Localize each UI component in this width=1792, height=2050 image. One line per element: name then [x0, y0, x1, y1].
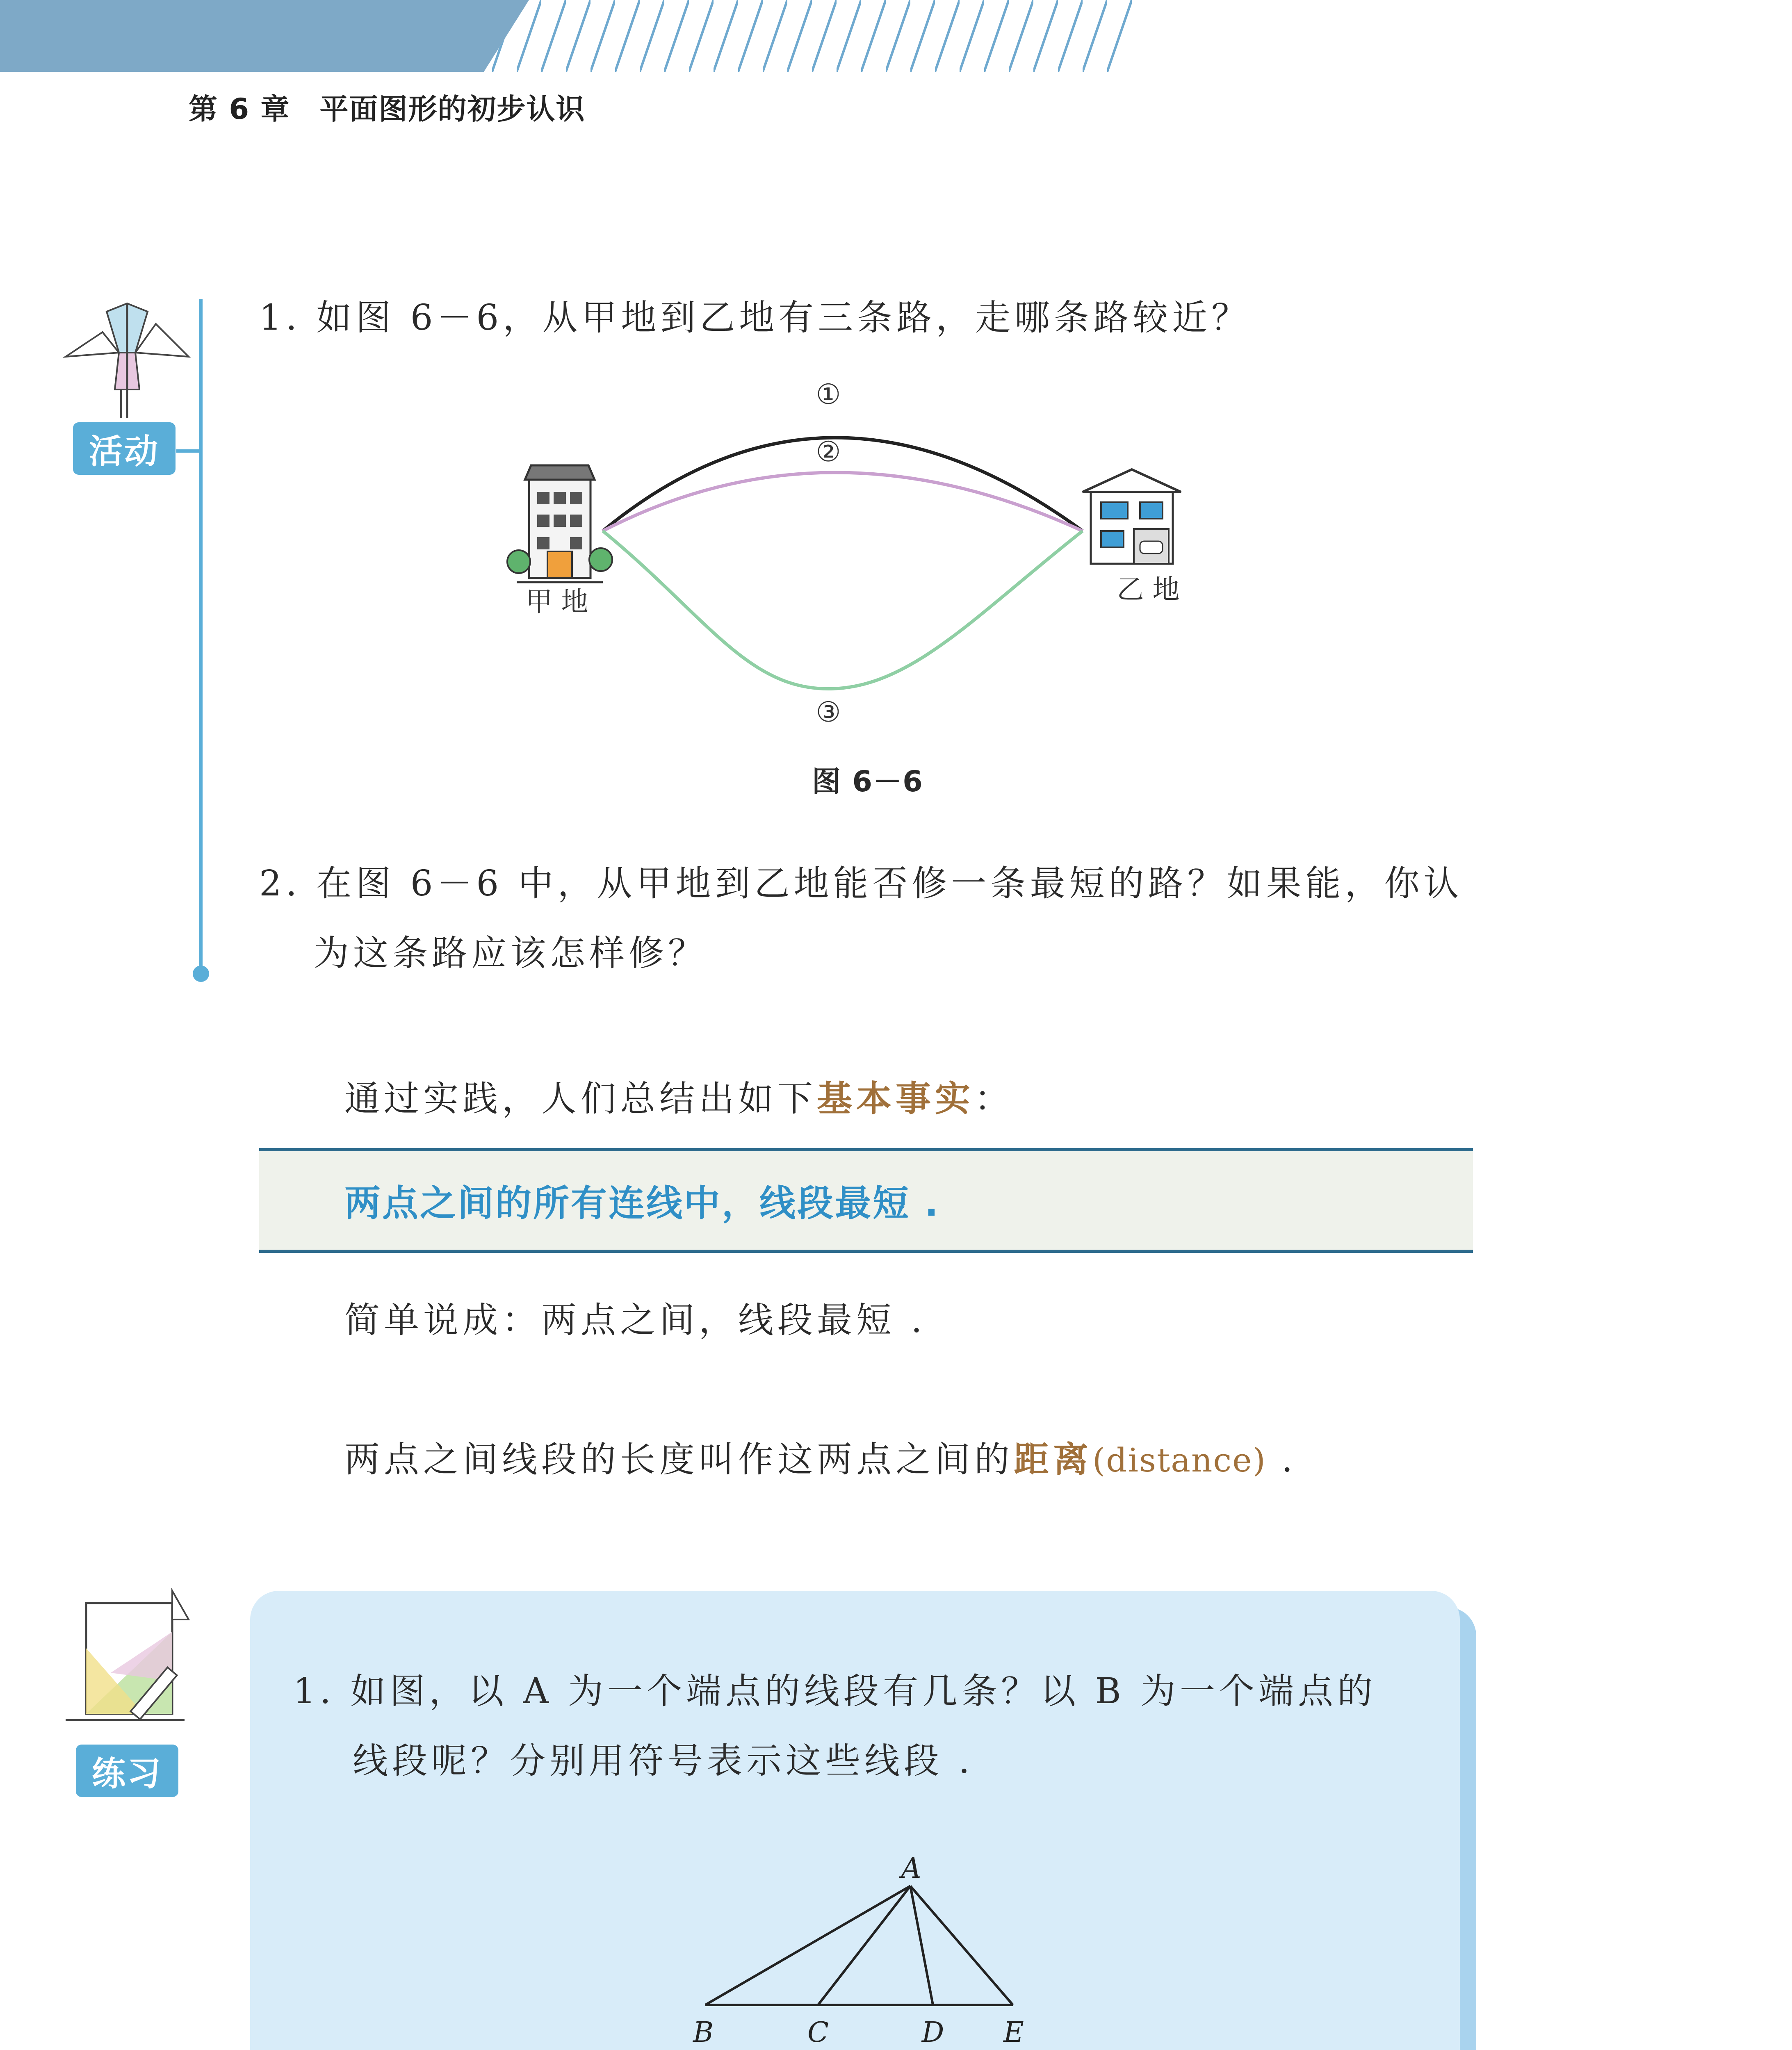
notebook-pencil-icon [62, 1583, 201, 1730]
activity-question-2-line-1: 2. 在图 6－6 中，从甲地到乙地能否修一条最短的路？如果能，你认 [259, 863, 1463, 904]
triangle-figure [673, 1841, 1042, 2050]
point-a-label: A [901, 1852, 921, 1885]
point-c-label: C [807, 2016, 829, 2049]
house-icon [1083, 469, 1181, 564]
distance-period: . [1266, 1439, 1297, 1480]
activity-question-2-line-2: 为这条路应该怎样修？ [314, 933, 707, 974]
route-label-1: ① [816, 378, 841, 411]
route-1 [603, 438, 1083, 531]
route-label-3: ③ [816, 696, 841, 729]
place-label-a: 甲 地 [525, 586, 588, 617]
point-d-label: D [921, 2016, 944, 2049]
basic-fact-term: 基本事实 [817, 1078, 974, 1119]
route-label-2: ② [816, 436, 841, 468]
chapter-title: 第 6 章 平面图形的初步认识 [189, 92, 586, 126]
activity-bracket [172, 299, 221, 988]
practice-badge: 练习 [76, 1745, 178, 1797]
route-diagram [492, 369, 1210, 746]
distance-text: 两点之间线段的长度叫作这两点之间的 [344, 1439, 1014, 1480]
fact-intro-text: 通过实践，人们总结出如下 [344, 1078, 817, 1119]
practice-question-1-line-2: 线段呢？分别用符号表示这些线段 . [353, 1740, 974, 1781]
route-3 [603, 531, 1083, 689]
top-banner [0, 0, 1792, 72]
practice-question-1-line-1: 1. 如图，以 A 为一个端点的线段有几条？以 B 为一个端点的 [293, 1671, 1377, 1712]
fact-statement: 两点之间的所有连线中，线段最短 . [344, 1182, 940, 1224]
activity-badge: 活动 [73, 422, 176, 475]
office-building-icon [507, 465, 612, 582]
fact-intro-colon: ： [974, 1078, 1014, 1119]
fact-simple: 简单说成：两点之间，线段最短 . [344, 1300, 926, 1341]
place-label-b: 乙 地 [1117, 574, 1180, 605]
figure-caption: 图 6－6 [812, 765, 923, 798]
distance-term: 距离 [1014, 1439, 1092, 1480]
activity-question-1: 1. 如图 6－6，从甲地到乙地有三条路，走哪条路较近？ [259, 297, 1251, 338]
distance-definition [344, 1431, 1297, 1482]
distance-english: (distance) [1092, 1441, 1266, 1479]
fact-intro [344, 1070, 1014, 1121]
point-e-label: E [1003, 2016, 1024, 2049]
point-b-label: B [693, 2016, 714, 2049]
